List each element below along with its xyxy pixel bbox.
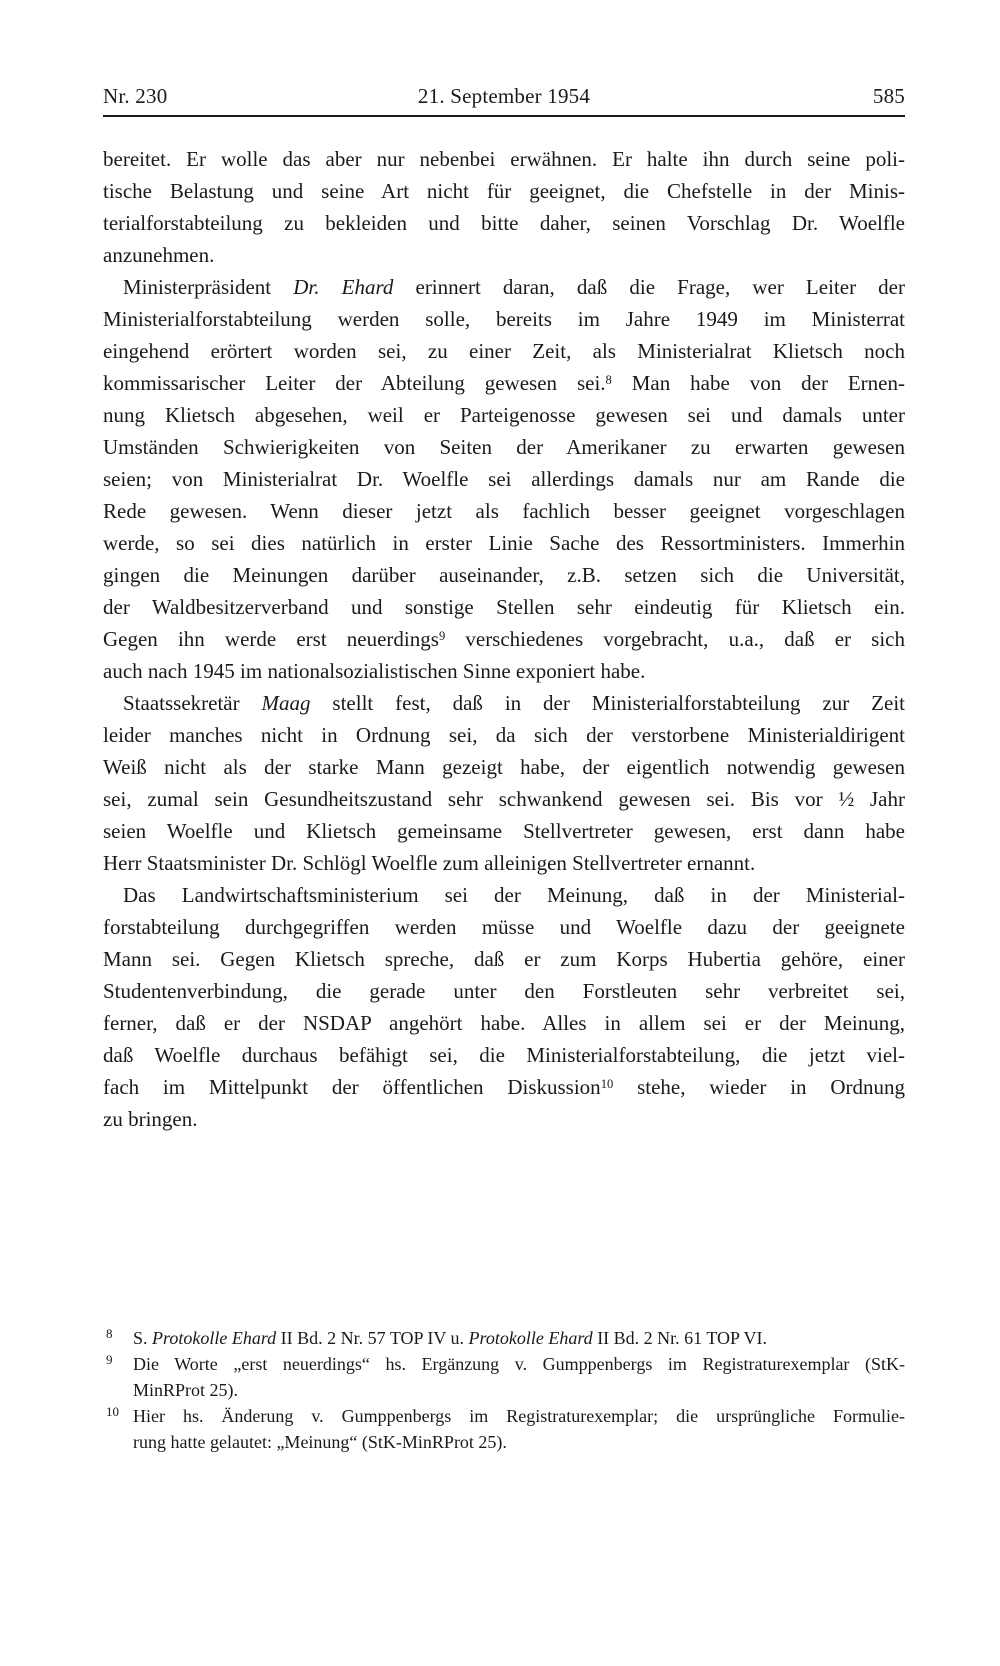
page-number: 585 <box>872 84 905 108</box>
body-line <box>103 1071 905 1103</box>
body-line <box>103 303 905 335</box>
text-segment: gingen die Meinungen darüber auseinander, z.B. setzen sich die Universität, <box>103 563 905 587</box>
body-line <box>103 943 905 975</box>
text-segment: daß Woelfle durchaus befähigt sei, die Ministerialforstabteilung, die jetzt viel- <box>103 1043 905 1067</box>
footnote-line <box>133 1351 905 1377</box>
text-segment: Weiß nicht als der starke Mann gezeigt habe, der eigentlich notwendig gewesen <box>103 755 905 779</box>
header-rule <box>103 115 905 117</box>
text-segment: II Bd. 2 Nr. 57 TOP IV u. <box>276 1328 469 1348</box>
text-segment: werde, so sei dies natürlich in erster Linie Sache des Ressortministers. Immerhin <box>103 531 905 555</box>
footnote-line <box>133 1429 905 1455</box>
body-line <box>103 815 905 847</box>
body-line <box>103 1007 905 1039</box>
body-line <box>103 367 905 399</box>
body-line <box>103 751 905 783</box>
footnote-number: 9 <box>106 1352 113 1367</box>
text-segment: Rede gewesen. Wenn dieser jetzt als fachlich besser geeignet vorgeschlagen <box>103 499 905 523</box>
footnote-line <box>133 1403 905 1429</box>
body-line <box>103 879 905 911</box>
text-segment: erinnert daran, daß die Frage, wer Leiter der <box>393 275 905 299</box>
text-segment: kommissarischer Leiter der Abteilung gewesen sei. <box>103 371 606 395</box>
text-segment: verschiedenes vorgebracht, u.a., daß er sich <box>445 627 905 651</box>
text-segment: Man habe von der Ernen- <box>611 371 905 395</box>
footnotes-section <box>103 1325 905 1455</box>
paragraph <box>103 143 905 271</box>
body-line <box>103 655 905 687</box>
body-line <box>103 399 905 431</box>
body-line <box>103 1103 905 1135</box>
footnote-text <box>133 1403 905 1455</box>
footnote-line <box>133 1377 905 1403</box>
text-segment: leider manches nicht in Ordnung sei, da sich der verstorbene Ministerialdirigent <box>103 723 905 747</box>
text-segment: Studentenverbindung, die gerade unter den Forstleuten sehr verbreitet sei, <box>103 979 905 1003</box>
document-body <box>103 143 905 1135</box>
footnote-text <box>133 1351 905 1403</box>
body-line <box>103 207 905 239</box>
text-segment: forstabteilung durchgegriffen werden müsse und Woelfle dazu der geeignete <box>103 915 905 939</box>
body-line <box>103 559 905 591</box>
text-segment: sei, zumal sein Gesundheitszustand sehr schwankend gewesen sei. Bis vor ½ Jahr <box>103 787 905 811</box>
body-line <box>103 1039 905 1071</box>
paragraph <box>103 879 905 1135</box>
body-line <box>103 623 905 655</box>
page-header <box>103 85 905 108</box>
paragraph <box>103 687 905 879</box>
text-segment: zu bringen. <box>103 1107 198 1131</box>
body-line <box>103 975 905 1007</box>
footnote-number: 10 <box>106 1404 119 1419</box>
text-segment: der Waldbesitzerverband und sonstige Stellen sehr eindeutig für Klietsch ein. <box>103 595 905 619</box>
text-segment: auch nach 1945 im nationalsozialistischen Sinne exponiert habe. <box>103 659 646 683</box>
text-segment: Das Landwirtschaftsministerium sei der Meinung, daß in der Ministerial- <box>123 883 905 907</box>
text-segment: MinRProt 25). <box>133 1380 239 1400</box>
text-segment: terialforstabteilung zu bekleiden und bitte daher, seinen Vorschlag Dr. Woelfle <box>103 211 905 235</box>
footnote-text <box>133 1325 905 1351</box>
body-line <box>103 687 905 719</box>
body-line <box>103 239 905 271</box>
italic-text: Protokolle Ehard <box>152 1328 277 1348</box>
italic-text: Maag <box>261 691 311 715</box>
footnote-reference: 10 <box>600 1077 614 1092</box>
text-segment: fach im Mittelpunkt der öffentlichen Diskussion <box>103 1075 601 1099</box>
italic-text: Dr. Ehard <box>293 275 394 299</box>
footnote-reference: 8 <box>605 373 612 388</box>
text-segment: Umständen Schwierigkeiten von Seiten der Amerikaner zu erwarten gewesen <box>103 435 905 459</box>
paragraph <box>103 271 905 687</box>
footnote <box>103 1351 905 1403</box>
body-line <box>103 463 905 495</box>
text-segment: Gegen ihn werde erst neuerdings <box>103 627 439 651</box>
text-segment: Ministerialforstabteilung werden solle, bereits im Jahre 1949 im Ministerrat <box>103 307 905 331</box>
footnote-line <box>133 1325 905 1351</box>
footnote <box>103 1325 905 1351</box>
body-line <box>103 175 905 207</box>
text-segment: bereitet. Er wolle das aber nur nebenbei erwähnen. Er halte ihn durch seine poli- <box>103 147 905 171</box>
text-segment: anzunehmen. <box>103 243 215 267</box>
body-line <box>103 495 905 527</box>
body-line <box>103 335 905 367</box>
text-segment: Mann sei. Gegen Klietsch spreche, daß er zum Korps Hubertia gehöre, einer <box>103 947 905 971</box>
text-segment: Die Worte „erst neuerdings“ hs. Ergänzung v. Gumppenbergs im Registraturexemplar (StK- <box>133 1354 905 1374</box>
text-segment: Ministerpräsident <box>123 275 294 299</box>
body-line <box>103 719 905 751</box>
text-segment: ferner, daß er der NSDAP angehört habe. Alles in allem sei er der Meinung, <box>103 1011 905 1035</box>
footnote-number: 8 <box>106 1326 113 1341</box>
issue-number: Nr. 230 <box>103 84 168 108</box>
text-segment: Herr Staatsminister Dr. Schlögl Woelfle zum alleinigen Stellvertreter ernannt. <box>103 851 756 875</box>
text-segment: stehe, wieder in Ordnung <box>613 1075 905 1099</box>
body-line <box>103 911 905 943</box>
text-segment: S. <box>133 1328 153 1348</box>
body-line <box>103 591 905 623</box>
footnote-reference: 9 <box>438 629 446 644</box>
text-segment: Staatssekretär <box>123 691 262 715</box>
footnote <box>103 1403 905 1455</box>
page-date: 21. September 1954 <box>417 84 591 108</box>
body-line <box>103 847 905 879</box>
body-line <box>103 527 905 559</box>
text-segment: seien Woelfle und Klietsch gemeinsame Stellvertreter gewesen, erst dann habe <box>103 819 905 843</box>
body-line <box>103 431 905 463</box>
text-segment: nung Klietsch abgesehen, weil er Parteigenosse gewesen sei und damals unter <box>103 403 905 427</box>
text-segment: stellt fest, daß in der Ministerialforstabteilung zur Zeit <box>310 691 905 715</box>
body-line <box>103 783 905 815</box>
text-segment: seien; von Ministerialrat Dr. Woelfle sei allerdings damals nur am Rande die <box>103 467 905 491</box>
text-segment: eingehend erörtert worden sei, zu einer Zeit, als Ministerialrat Klietsch noch <box>103 339 905 363</box>
text-segment: II Bd. 2 Nr. 61 TOP VI. <box>592 1328 768 1348</box>
italic-text: Protokolle Ehard <box>468 1328 593 1348</box>
body-line <box>103 143 905 175</box>
text-segment: Hier hs. Änderung v. Gumppenbergs im Registraturexemplar; die ursprüngliche Formulie- <box>133 1406 905 1426</box>
text-segment: rung hatte gelautet: „Meinung“ (StK-MinRProt 25). <box>133 1432 507 1452</box>
text-segment: tische Belastung und seine Art nicht für geeignet, die Chefstelle in der Minis- <box>103 179 905 203</box>
body-line <box>103 271 905 303</box>
